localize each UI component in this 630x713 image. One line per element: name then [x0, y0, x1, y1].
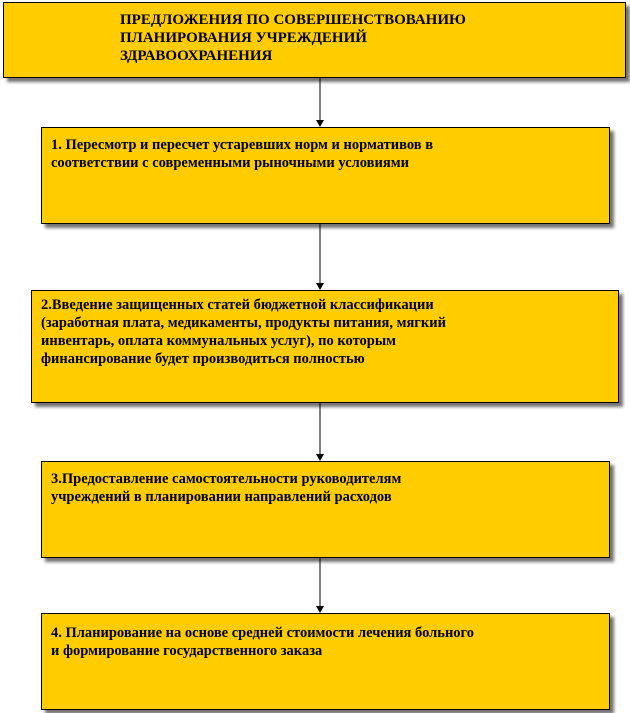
diagram-title-box: [3, 2, 626, 78]
step-4-text: 4. Планирование на основе средней стоимости лечения больного и формирование государственного заказа: [51, 625, 475, 659]
step-2-text: 2.Введение защищенных статей бюджетной классификации (заработная плата, медикаменты, продукты питания, мягкий инвентарь, оплата коммунальных услуг), по которым финансирование будет производиться полностью: [41, 297, 446, 367]
step-3-text: 3.Предоставление самостоятельности руководителям учреждений в планировании направлений расходов: [51, 471, 402, 505]
step-box-4: [41, 613, 610, 710]
step-1-text: 1. Пересмотр и пересчет устаревших норм и нормативов в соответствии с современными рыночными условиями: [51, 137, 434, 171]
diagram-title: ПРЕДЛОЖЕНИЯ ПО СОВЕРШЕНСТВОВАНИЮ ПЛАНИРОВАНИЯ УЧРЕЖДЕНИЙ ЗДРАВООХРАНЕНИЯ: [120, 12, 466, 64]
step-box-2: [31, 290, 619, 403]
step-box-3: [41, 461, 610, 558]
step-box-1: [41, 127, 610, 224]
